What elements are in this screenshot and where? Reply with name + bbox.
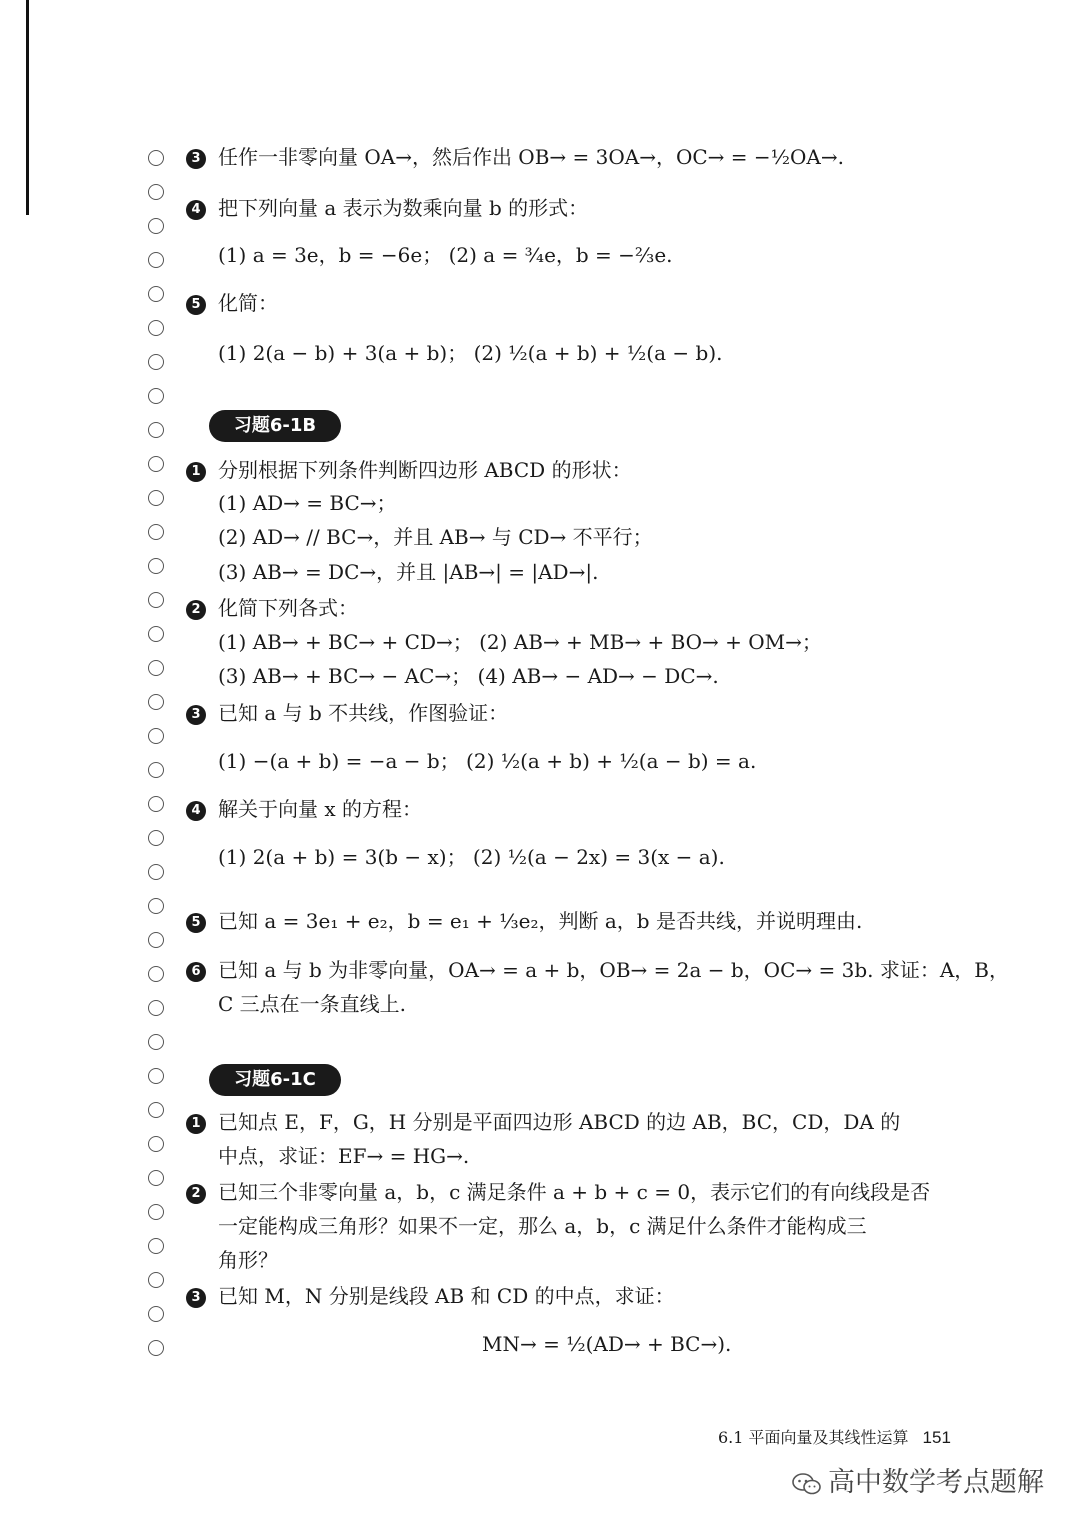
binder-hole	[148, 1204, 164, 1220]
binder-hole	[148, 830, 164, 846]
problem-line	[186, 1281, 675, 1311]
binder-hole	[148, 558, 164, 574]
problem-subline	[218, 989, 406, 1019]
problem-number: 4	[186, 200, 206, 220]
binder-hole	[148, 1000, 164, 1016]
binder-hole	[148, 218, 164, 234]
problem-text: (1) AD→ = BC→；	[218, 491, 397, 515]
binder-hole	[148, 1034, 164, 1050]
binder-hole	[148, 898, 164, 914]
binding-line	[26, 0, 29, 215]
binder-hole	[148, 1136, 164, 1152]
problem-text: 已知三个非零向量 a，b，c 满足条件 a + b + c = 0，表示它们的有向线段是否	[218, 1180, 931, 1204]
binder-hole	[148, 1238, 164, 1254]
problem-text: 已知 a 与 b 为非零向量，OA→ = a + b，OB→ = 2a − b，OC→ = 3b. 求证：A，B，	[218, 958, 1009, 982]
problem-line	[186, 455, 632, 485]
problem-text: 中点，求证：EF→ = HG→.	[218, 1144, 470, 1168]
problem-number: 3	[186, 1288, 206, 1308]
binder-hole	[148, 456, 164, 472]
problem-number: 5	[186, 913, 206, 933]
binder-hole	[148, 966, 164, 982]
section-badge: 习题6-1B	[209, 410, 341, 442]
binder-hole	[148, 1340, 164, 1356]
problem-subline	[218, 557, 598, 587]
page-footer	[718, 1427, 951, 1449]
watermark-text: 高中数学考点题解	[828, 1467, 1044, 1498]
problem-text: 任作一非零向量 OA→，然后作出 OB→ = 3OA→，OC→ = −½OA→.	[218, 145, 844, 169]
problem-text: 解关于向量 x 的方程：	[218, 797, 422, 821]
binder-hole	[148, 320, 164, 336]
problem-line	[186, 955, 1009, 985]
binder-hole	[148, 1170, 164, 1186]
binder-hole	[148, 660, 164, 676]
problem-subline	[218, 842, 725, 872]
problem-subline	[218, 338, 722, 368]
problem-number: 1	[186, 462, 206, 482]
problem-line	[186, 142, 844, 172]
problem-text: 已知点 E，F，G，H 分别是平面四边形 ABCD 的边 AB，BC，CD，DA 的	[218, 1110, 901, 1134]
binder-hole	[148, 252, 164, 268]
wechat-icon	[792, 1473, 822, 1495]
problem-number: 2	[186, 1184, 206, 1204]
problem-line	[186, 1177, 930, 1207]
watermark	[792, 1460, 1044, 1499]
binder-hole	[148, 490, 164, 506]
page-number: 151	[922, 1428, 951, 1447]
binder-hole	[148, 932, 164, 948]
problem-text: 一定能构成三角形？如果不一定，那么 a，b，c 满足什么条件才能构成三	[218, 1214, 867, 1238]
binder-hole	[148, 694, 164, 710]
problem-text: (1) a = 3e，b = −6e； (2) a = ¾e，b = −⅔e.	[218, 243, 673, 267]
problem-subline	[218, 488, 397, 518]
problem-text: 角形？	[218, 1248, 278, 1272]
problem-text: MN→ = ½(AD→ + BC→).	[482, 1332, 732, 1356]
problem-line	[186, 906, 862, 936]
binder-hole	[148, 286, 164, 302]
problem-number: 3	[186, 705, 206, 725]
problem-text: 化简：	[218, 291, 278, 315]
problem-text: (1) −(a + b) = −a − b； (2) ½(a + b) + ½(a − b) = a.	[218, 749, 757, 773]
problem-text: 分别根据下列条件判断四边形 ABCD 的形状：	[218, 458, 632, 482]
problem-number: 3	[186, 149, 206, 169]
problem-text: (1) AB→ + BC→ + CD→； (2) AB→ + MB→ + BO→ + OM→；	[218, 630, 822, 654]
problem-formula	[482, 1329, 731, 1359]
problem-number: 2	[186, 600, 206, 620]
binder-hole	[148, 354, 164, 370]
problem-subline	[218, 746, 756, 776]
problem-text: 把下列向量 a 表示为数乘向量 b 的形式：	[218, 196, 589, 220]
problem-number: 5	[186, 295, 206, 315]
problem-subline	[218, 1245, 278, 1275]
binder-hole	[148, 388, 164, 404]
problem-subline	[218, 1211, 867, 1241]
problem-text: 已知 a = 3e₁ + e₂，b = e₁ + ⅓e₂，判断 a，b 是否共线，并说明理由.	[218, 909, 863, 933]
problem-subline	[218, 1141, 469, 1171]
binder-hole	[148, 864, 164, 880]
binder-hole	[148, 1272, 164, 1288]
binder-hole	[148, 150, 164, 166]
binder-hole	[148, 728, 164, 744]
problem-line	[186, 794, 422, 824]
problem-subline	[218, 627, 822, 657]
problem-number: 4	[186, 801, 206, 821]
problem-text: (1) 2(a + b) = 3(b − x)； (2) ½(a − 2x) = 3(x − a).	[218, 845, 725, 869]
binder-hole	[148, 1306, 164, 1322]
problem-line	[186, 193, 588, 223]
problem-subline	[218, 240, 673, 270]
problem-number: 6	[186, 962, 206, 982]
problem-subline	[218, 522, 653, 552]
problem-subline	[218, 661, 719, 691]
problem-number: 1	[186, 1114, 206, 1134]
binder-hole	[148, 184, 164, 200]
problem-line	[186, 698, 508, 728]
section-badge: 习题6-1C	[209, 1064, 341, 1096]
binder-hole	[148, 1102, 164, 1118]
problem-line	[186, 593, 358, 623]
problem-text: (1) 2(a − b) + 3(a + b)； (2) ½(a + b) + ½(a − b).	[218, 341, 723, 365]
binder-hole	[148, 762, 164, 778]
problem-text: (3) AB→ + BC→ − AC→； (4) AB→ − AD→ − DC→.	[218, 664, 719, 688]
binder-hole	[148, 592, 164, 608]
binder-hole	[148, 422, 164, 438]
problem-text: (3) AB→ = DC→，并且 |AB→| = |AD→|.	[218, 560, 599, 584]
problem-text: (2) AD→ // BC→，并且 AB→ 与 CD→ 不平行；	[218, 525, 653, 549]
problem-line	[186, 1107, 900, 1137]
problem-text: 已知 M，N 分别是线段 AB 和 CD 的中点，求证：	[218, 1284, 675, 1308]
problem-text: 已知 a 与 b 不共线，作图验证：	[218, 701, 509, 725]
problem-text: 化简下列各式：	[218, 596, 358, 620]
problem-text: C 三点在一条直线上.	[218, 992, 407, 1016]
binder-hole	[148, 626, 164, 642]
binder-hole	[148, 796, 164, 812]
binder-hole	[148, 1068, 164, 1084]
section-title: 6.1 平面向量及其线性运算	[718, 1428, 909, 1447]
binder-hole	[148, 524, 164, 540]
problem-line	[186, 288, 278, 318]
